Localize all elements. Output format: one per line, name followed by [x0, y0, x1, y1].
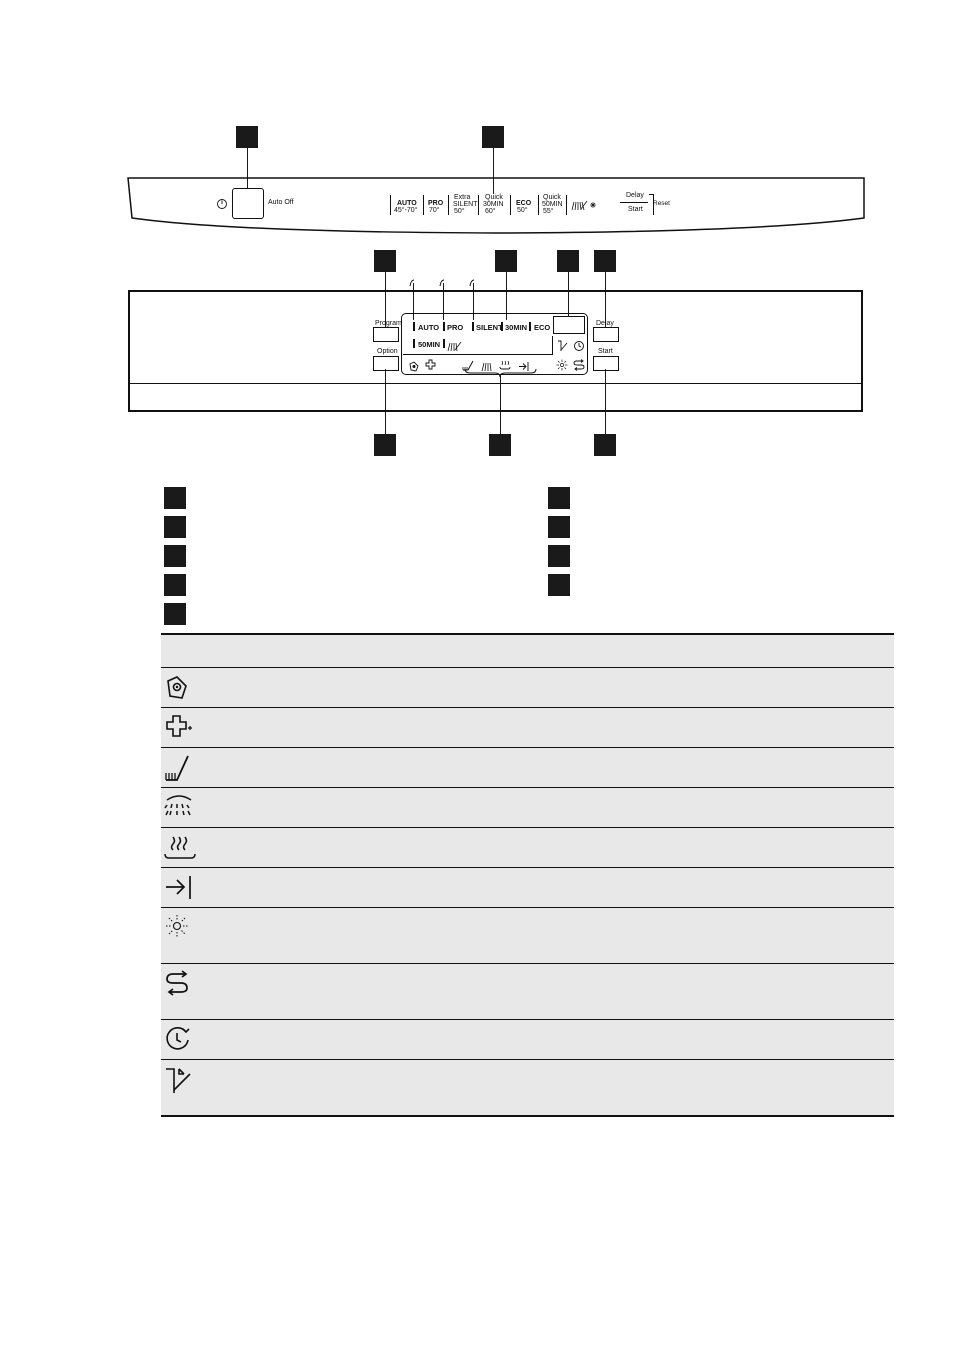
- auto-off-label: Auto Off: [268, 199, 294, 206]
- panel-divider: [130, 383, 861, 384]
- separator: [390, 195, 391, 215]
- delay-start-divider: [620, 202, 648, 203]
- table-bottom-rule: [161, 1115, 894, 1117]
- indicator-pro: PRO: [447, 323, 464, 332]
- indicator-bar: [501, 322, 503, 331]
- spray-icon: [164, 794, 194, 824]
- door-icon: [556, 339, 568, 351]
- indicator-50min: 50MIN: [418, 340, 441, 349]
- program-auto-temp: 45°-70°: [394, 207, 418, 214]
- program-auto-name: AUTO: [397, 200, 417, 207]
- legend-marker-8: [548, 545, 570, 567]
- separator: [510, 195, 511, 215]
- callout-5: [557, 250, 579, 272]
- indicator-silent: SILENT: [476, 323, 503, 332]
- delay-button[interactable]: [593, 327, 619, 342]
- indicator-bar: [413, 339, 415, 348]
- leader-hooks: [405, 278, 485, 288]
- option-button-label: Option: [377, 348, 398, 355]
- spray-dry-icon: [570, 198, 598, 212]
- spray-dry-icon: [447, 339, 463, 350]
- separator: [566, 195, 567, 215]
- program-eco-temp: 50°: [517, 207, 528, 214]
- legend-marker-9: [548, 574, 570, 596]
- program-extra-label: Extra: [454, 194, 471, 201]
- table-row: [161, 667, 894, 707]
- clock-icon: [164, 1026, 194, 1056]
- program-quick50-line1: Quick: [543, 194, 561, 201]
- brush-icon: [164, 754, 194, 784]
- start-button-label: Start: [598, 348, 613, 355]
- program-pro-name: PRO: [428, 200, 444, 207]
- program-eco-name: ECO: [516, 200, 532, 207]
- lcd-inner-line: [403, 354, 553, 355]
- callout-4: [495, 250, 517, 272]
- power-icon: [216, 197, 228, 209]
- rinse-aid-icon: [425, 358, 438, 370]
- program-quick30-line2: 30MIN: [483, 201, 504, 208]
- table-row: [161, 827, 894, 867]
- table-row: [161, 907, 894, 963]
- door-icon: [164, 1066, 194, 1096]
- program-button-label: Program: [375, 320, 402, 327]
- legend-marker-3: [164, 545, 186, 567]
- legend-marker-5: [164, 603, 186, 625]
- cycle-icon: [164, 970, 194, 1000]
- callout-9: [594, 434, 616, 456]
- separator: [538, 195, 539, 215]
- table-row: [161, 1019, 894, 1059]
- separator: [448, 195, 449, 215]
- table-row: [161, 787, 894, 827]
- indicator-bar: [443, 322, 445, 331]
- cycle-icon: [573, 358, 585, 370]
- sun-icon: [556, 358, 568, 370]
- legend-marker-4: [164, 574, 186, 596]
- brace: [464, 368, 538, 378]
- reset-label: Reset: [653, 200, 670, 207]
- indicator-bar: [413, 322, 415, 331]
- start-label: Start: [628, 206, 643, 213]
- indicator-eco: ECO: [534, 323, 551, 332]
- tablet-icon: [408, 359, 419, 370]
- callout-3: [374, 250, 396, 272]
- indicator-bar: [529, 322, 531, 331]
- callout-6: [594, 250, 616, 272]
- legend-marker-7: [548, 516, 570, 538]
- program-quick50-temp: 55°: [543, 208, 554, 215]
- separator: [478, 195, 479, 215]
- separator: [423, 195, 424, 215]
- legend-marker-6: [548, 487, 570, 509]
- table-row: [161, 963, 894, 1019]
- table-row: [161, 867, 894, 907]
- program-quick30-temp: 60°: [485, 208, 496, 215]
- heat-icon: [164, 834, 194, 864]
- leader-line: [500, 375, 501, 434]
- legend-marker-2: [164, 516, 186, 538]
- program-quick50-line2: 50MIN: [542, 201, 563, 208]
- delay-label: Delay: [626, 192, 644, 199]
- table-header-row: [161, 633, 894, 667]
- indicator-auto: AUTO: [418, 323, 440, 332]
- table-row: [161, 707, 894, 747]
- leader-line: [385, 369, 386, 434]
- indicator-bar: [472, 322, 474, 331]
- rinse-aid-icon: [164, 714, 194, 744]
- delay-button-label: Delay: [596, 320, 614, 327]
- program-silent-label: SILENT: [453, 201, 478, 208]
- callout-8: [489, 434, 511, 456]
- legend-marker-1: [164, 487, 186, 509]
- program-quick30-line1: Quick: [485, 194, 503, 201]
- indicator-table: [161, 633, 894, 1115]
- tablet-icon: [164, 674, 194, 704]
- sun-icon: [164, 914, 194, 944]
- table-row: [161, 747, 894, 787]
- indicator-30min: 30MIN: [505, 323, 528, 332]
- program-pro-temp: 70°: [429, 207, 440, 214]
- power-button[interactable]: [232, 188, 264, 219]
- lcd-digit-box: [553, 316, 585, 334]
- indicator-bar: [443, 339, 445, 348]
- callout-7: [374, 434, 396, 456]
- arrow-end-icon: [164, 874, 194, 904]
- lcd-inner-line: [552, 336, 553, 355]
- table-row: [161, 1059, 894, 1115]
- program-silent-temp: 50°: [454, 208, 465, 215]
- leader-line: [605, 369, 606, 434]
- program-button[interactable]: [373, 327, 399, 342]
- clock-icon: [573, 339, 585, 351]
